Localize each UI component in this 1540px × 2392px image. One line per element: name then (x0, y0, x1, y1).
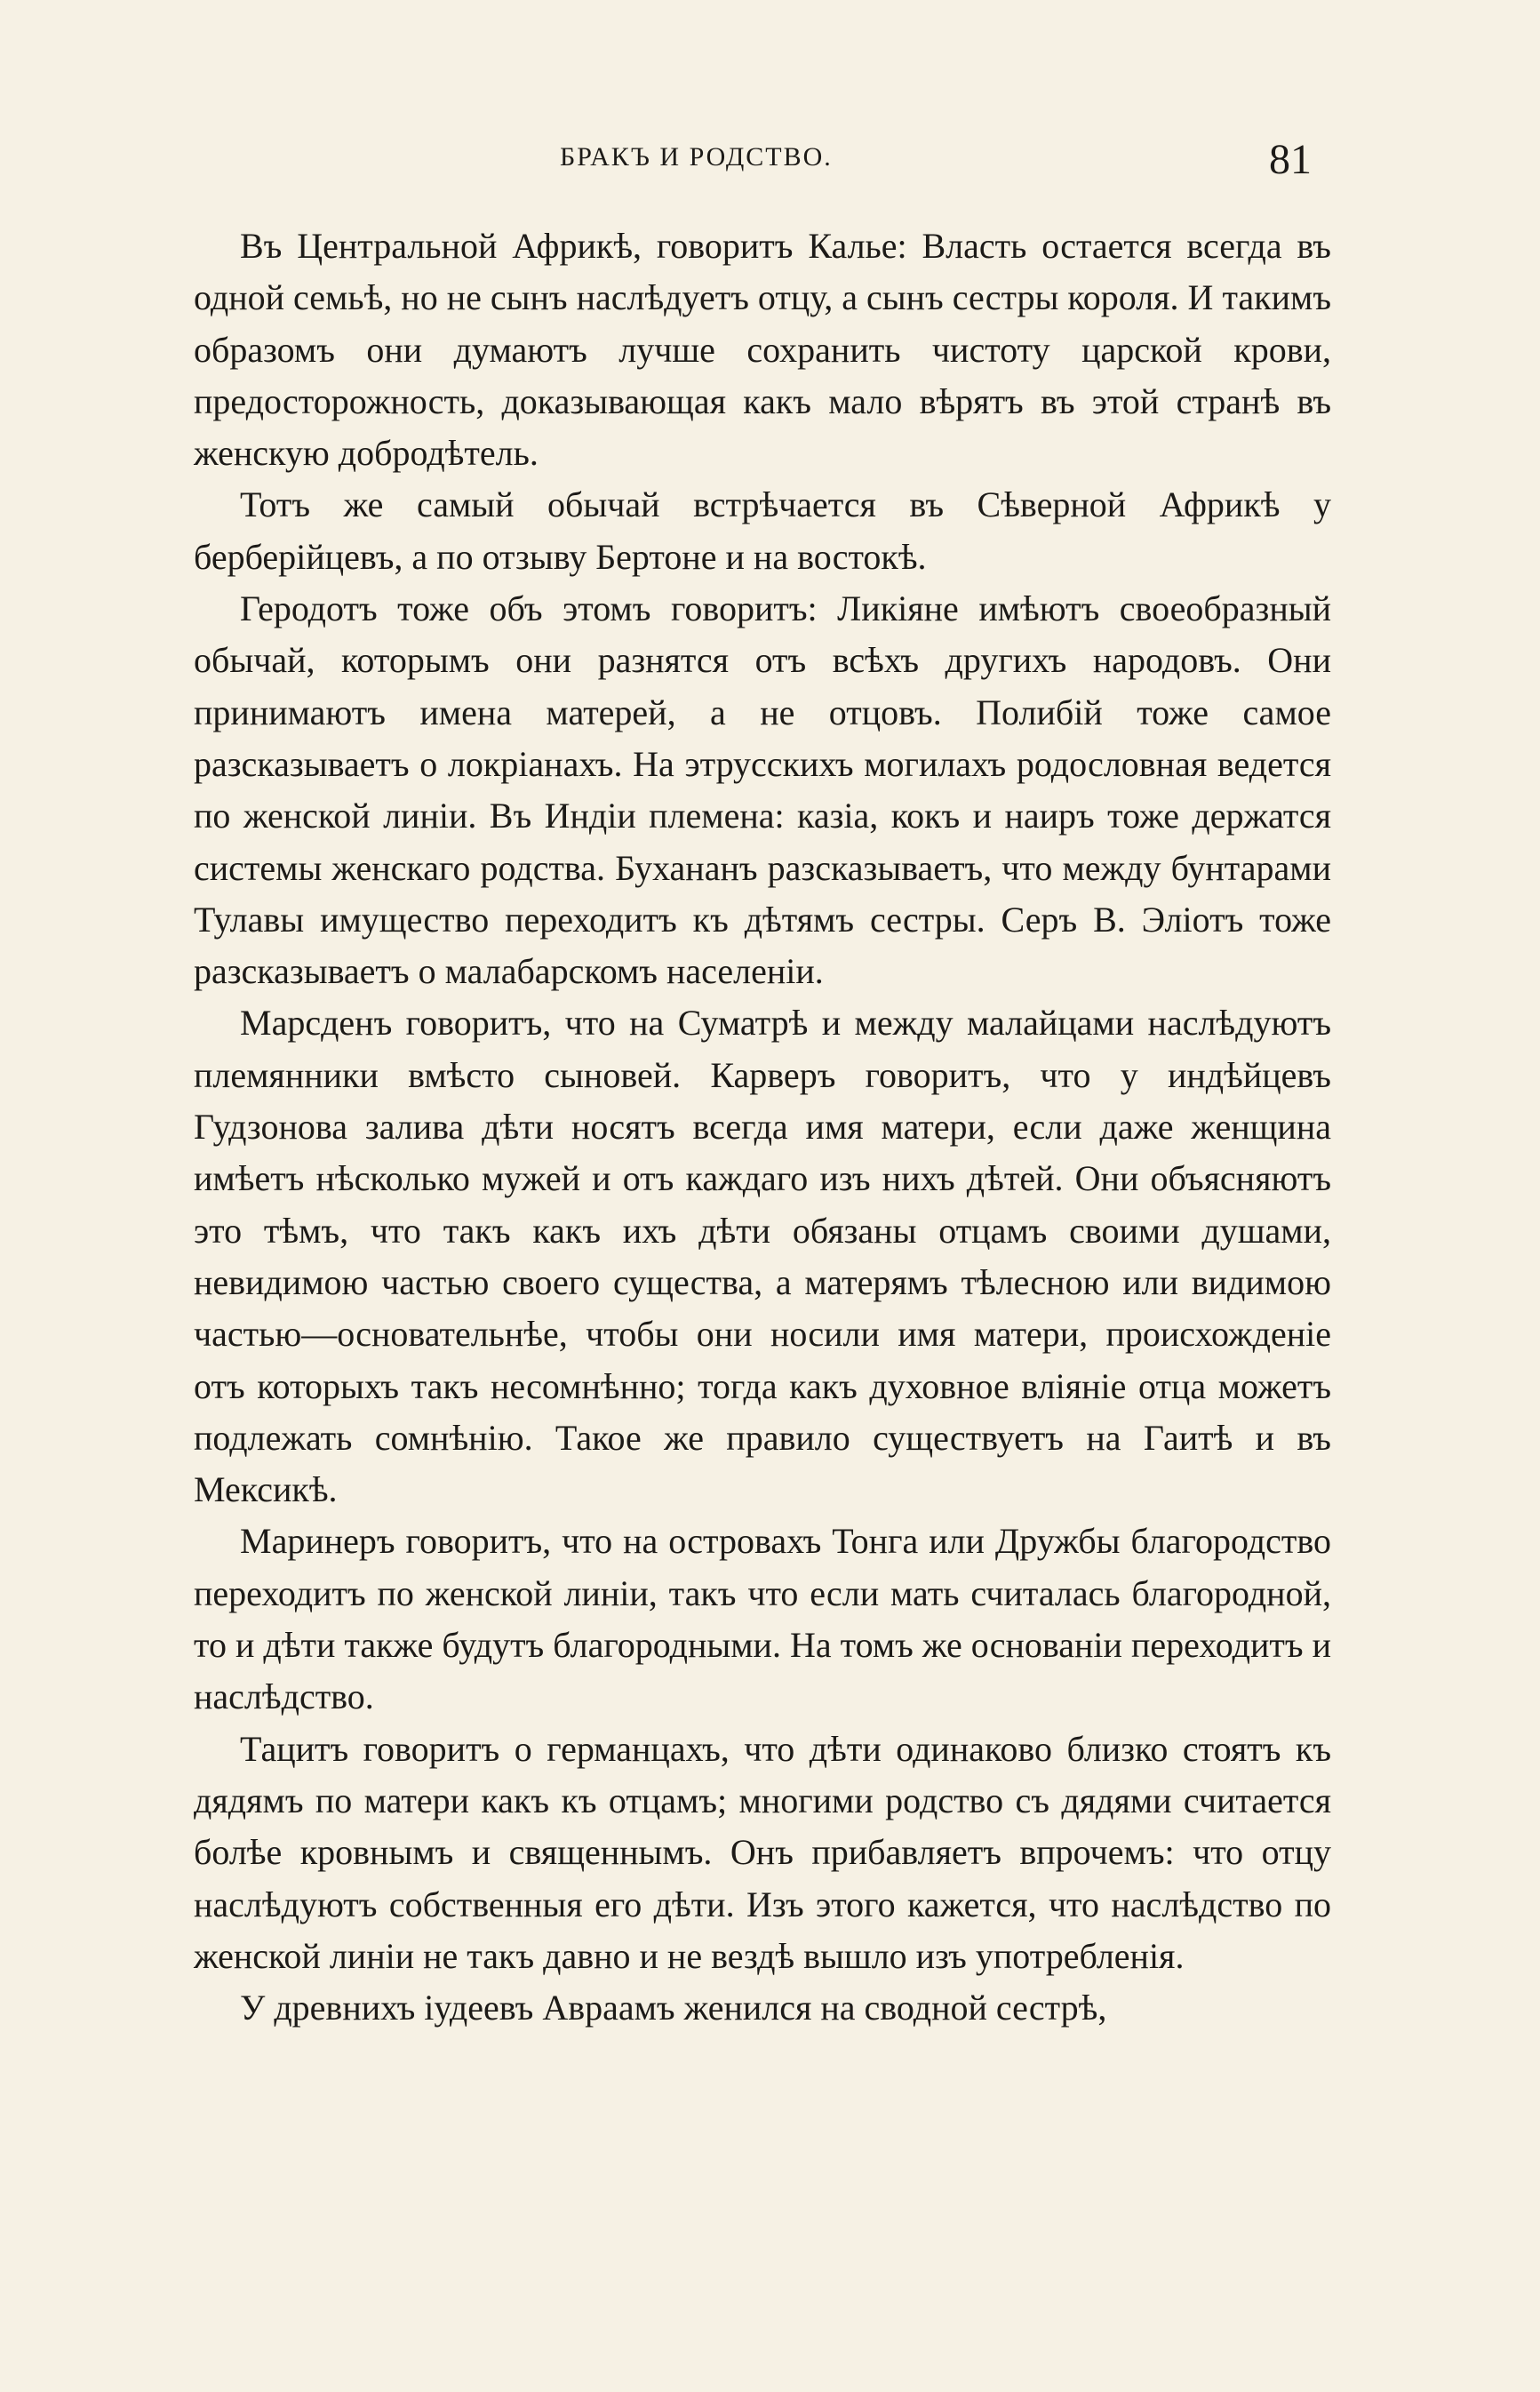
paragraph-1: Въ Центральной Африкѣ, говоритъ Калье: Власть остается всегда въ одной семьѣ, но не сынъ наслѣдуетъ отцу, а сынъ сестры короля. И такимъ образомъ они думаютъ лучше сохранить чистоту царской крови, предосторожность, доказывающая какъ мало вѣрятъ въ этой странѣ въ женскую добродѣтель. (194, 226, 1331, 474)
paragraph-7: У древнихъ іудеевъ Авраамъ женился на сводной сестрѣ, (240, 1988, 1107, 2028)
running-title: БРАКЪ И РОДСТВО. (560, 142, 833, 172)
paragraph-4: Марсденъ говоритъ, что на Суматрѣ и между малайцами наслѣдуютъ племянники вмѣсто сыновей. Карверъ говоритъ, что у индѣйцевъ Гудзонова залива дѣти носятъ всегда имя матери, если даже женщина имѣетъ нѣсколько мужей и отъ каждаго изъ нихъ дѣтей. Они объясняютъ это тѣмъ, что такъ какъ ихъ дѣти обязаны отцамъ своими душами, невидимою частью своего существа, а матерямъ тѣлесною или видимою частью—основательнѣе, чтобы они носили имя матери, происхожденіе отъ которыхъ такъ несомнѣнно; тогда какъ духовное вліяніе отца можетъ подлежать сомнѣнію. Такое же правило существуетъ на Гаитѣ и въ Мексикѣ. (194, 1003, 1331, 1510)
body-text (194, 220, 1331, 2034)
paragraph-3: Геродотъ тоже объ этомъ говоритъ: Ликіяне имѣютъ своеобразный обычай, которымъ они разнятся отъ всѣхъ другихъ народовъ. Они принимаютъ имена матерей, а не отцовъ. Полибій тоже самое разсказываетъ о локріанахъ. На этрусскихъ могилахъ родословная ведется по женской линіи. Въ Индіи племена: казіа, кокъ и наиръ тоже держатся системы женскаго родства. Бухананъ разсказываетъ, что между бунтарами Тулавы имущество переходитъ къ дѣтямъ сестры. Серъ В. Эліотъ тоже разсказываетъ о малабарскомъ населеніи. (194, 588, 1331, 992)
paragraph-2: Тотъ же самый обычай встрѣчается въ Сѣверной Африкѣ у берберійцевъ, а по отзыву Бертоне и на востокѣ. (194, 484, 1331, 577)
running-head (0, 135, 1540, 188)
paragraph-6: Тацитъ говоритъ о германцахъ, что дѣти одинаково близко стоятъ къ дядямъ по матери какъ къ отцамъ; многими родство съ дядями считается болѣе кровнымъ и священнымъ. Онъ прибавляетъ впрочемъ: что отцу наслѣдуютъ собственныя его дѣти. Изъ этого кажется, что наслѣдство по женской линіи не такъ давно и не вездѣ вышло изъ употребленія. (194, 1728, 1331, 1976)
page-number: 81 (1269, 136, 1312, 183)
paragraph-5: Маринеръ говоритъ, что на островахъ Тонга или Дружбы благородство переходитъ по женской линіи, такъ что если мать считалась благородной, то и дѣти также будутъ благородными. На томъ же основаніи переходитъ и наслѣдство. (194, 1521, 1331, 1717)
